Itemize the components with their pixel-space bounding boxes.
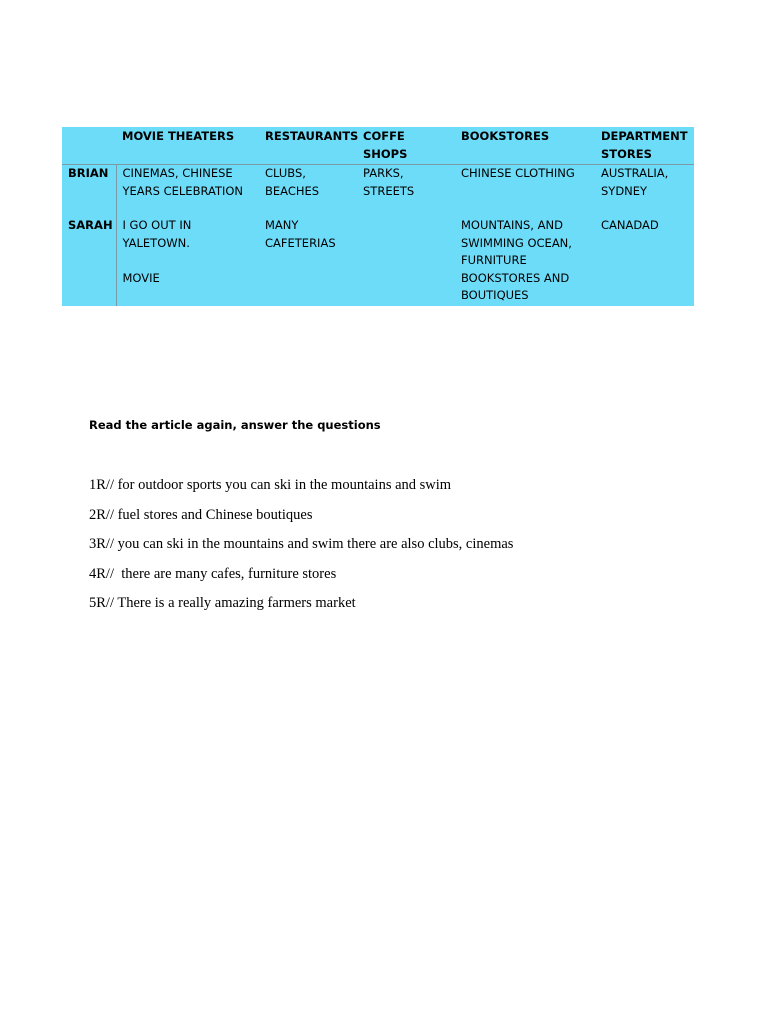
header-movie-theaters: MOVIE THEATERS [122, 129, 235, 143]
table-cell: I GO OUT IN YALETOWN. MOVIE [122, 218, 192, 285]
row-label-sarah: SARAH [62, 217, 116, 306]
table-cell [357, 217, 455, 306]
table-row [62, 165, 694, 218]
activities-table [62, 127, 694, 306]
instruction-heading: Read the article again, answer the questions [89, 418, 381, 432]
table-row [62, 217, 694, 306]
header-coffee-shops: COFFE SHOPS [363, 129, 408, 161]
table-cell: MOUNTAINS, AND SWIMMING OCEAN, FURNITURE BOOKSTORES AND BOUTIQUES [461, 218, 572, 302]
table-header-row [62, 127, 694, 165]
table-cell: CINEMAS, CHINESE YEARS CELEBRATION [122, 166, 244, 198]
answer-item: 4R// there are many cafes, furniture stores [89, 565, 337, 582]
header-bookstores: BOOKSTORES [461, 129, 550, 143]
table-cell: MANY CAFETERIAS [265, 218, 336, 250]
answer-item: 5R// There is a really amazing farmers market [89, 595, 356, 611]
header-department-stores: DEPARTMENT STORES [601, 129, 688, 161]
answer-item: 1R// for outdoor sports you can ski in the mountains and swim [89, 477, 452, 493]
table-cell: CLUBS, BEACHES [265, 166, 320, 198]
answers-list [89, 476, 513, 624]
table-cell: AUSTRALIA, SYDNEY [601, 166, 669, 198]
header-corner [62, 127, 116, 165]
answer-item: 3R// you can ski in the mountains and swim there are also clubs, cinemas [89, 536, 514, 552]
answer-item: 2R// fuel stores and Chinese boutiques [89, 506, 313, 523]
table-cell: CANADAD [601, 218, 659, 232]
row-label-brian: BRIAN [62, 165, 116, 218]
table-cell: PARKS, STREETS [363, 166, 415, 198]
header-restaurants: RESTAURANTS [265, 129, 359, 143]
table-cell: CHINESE CLOTHING [461, 166, 575, 180]
